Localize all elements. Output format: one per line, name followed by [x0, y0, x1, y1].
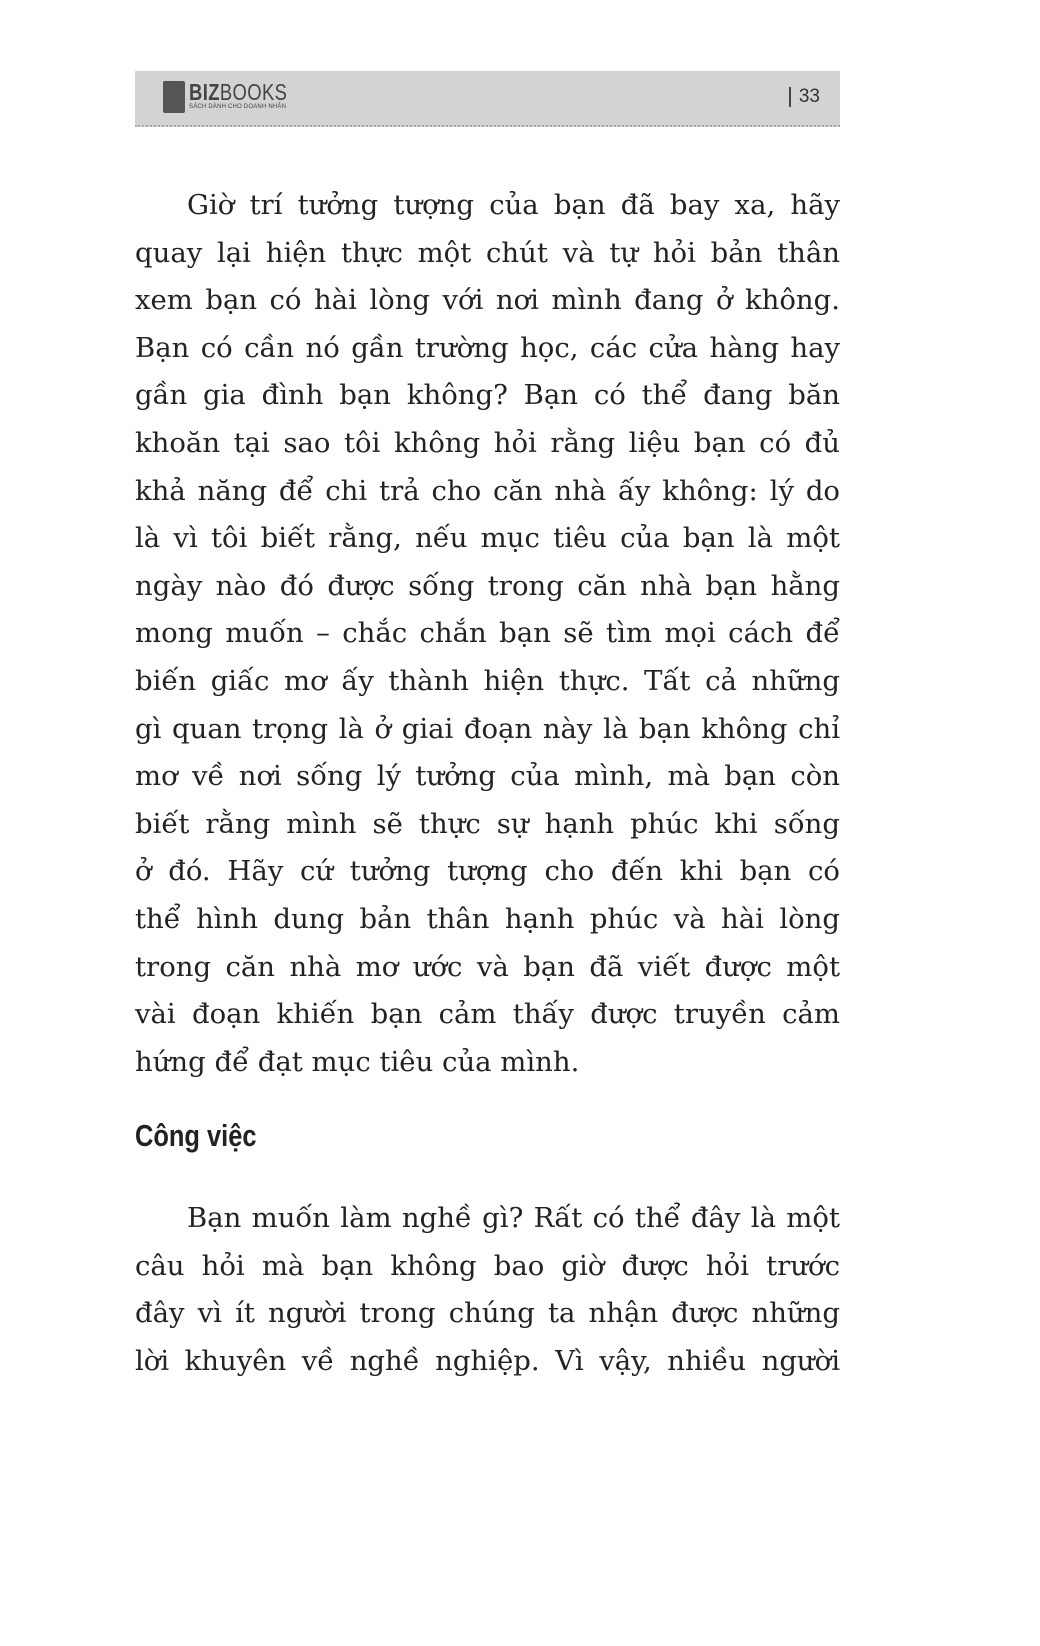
text-line: hứng để đạt mục tiêu của mình.	[135, 1045, 580, 1078]
text-line: lời khuyên về nghề nghiệp. Vì vậy, nhiều người	[135, 1344, 840, 1377]
logo-name: BIZBOOKS	[189, 79, 288, 105]
text-line: biến giấc mơ ấy thành hiện thực. Tất cả những	[135, 664, 840, 697]
text-line: thể hình dung bản thân hạnh phúc và hài lòng	[135, 902, 840, 935]
text-line: ngày nào đó được sống trong căn nhà bạn hằng	[135, 569, 840, 602]
text-line: Bạn có cần nó gần trường học, các cửa hàng hay	[135, 331, 840, 364]
text-line: quay lại hiện thực một chút và tự hỏi bản thân	[135, 236, 840, 269]
text-line: mơ về nơi sống lý tưởng của mình, mà bạn còn	[135, 760, 840, 793]
text-line: xem bạn có hài lòng với nơi mình đang ở không.	[135, 284, 840, 317]
text-line: khả năng để chi trả cho căn nhà ấy không: lý do	[135, 474, 840, 507]
logo-emblem-icon	[163, 81, 185, 113]
text-line: gì quan trọng là ở giai đoạn này là bạn không chỉ	[135, 712, 840, 745]
text-line: biết rằng mình sẽ thực sự hạnh phúc khi sống	[135, 807, 840, 840]
text-line: gần gia đình bạn không? Bạn có thể đang băn	[135, 379, 840, 412]
section-heading: Công việc	[135, 1118, 257, 1153]
logo-tagline: SÁCH DÀNH CHO DOANH NHÂN	[189, 104, 287, 110]
bizbooks-logo	[163, 81, 312, 113]
text-line: Bạn muốn làm nghề gì? Rất có thể đây là một	[187, 1202, 840, 1234]
page-number: 33	[789, 87, 820, 107]
paragraph-2	[135, 1195, 840, 1385]
paragraph-1	[135, 182, 840, 1086]
page-header	[135, 71, 840, 127]
text-line: khoăn tại sao tôi không hỏi rằng liệu bạn có đủ	[135, 426, 840, 459]
text-line: ở đó. Hãy cứ tưởng tượng cho đến khi bạn có	[135, 855, 840, 888]
text-line: Giờ trí tưởng tượng của bạn đã bay xa, hãy	[187, 189, 840, 221]
text-line: đây vì ít người trong chúng ta nhận được những	[135, 1297, 840, 1330]
text-line: trong căn nhà mơ ước và bạn đã viết được một	[135, 950, 840, 983]
text-line: vài đoạn khiến bạn cảm thấy được truyền cảm	[135, 998, 840, 1031]
text-line: là vì tôi biết rằng, nếu mục tiêu của bạn là một	[135, 522, 840, 555]
text-line: câu hỏi mà bạn không bao giờ được hỏi trước	[135, 1249, 840, 1282]
text-line: mong muốn – chắc chắn bạn sẽ tìm mọi cách để	[135, 617, 840, 650]
